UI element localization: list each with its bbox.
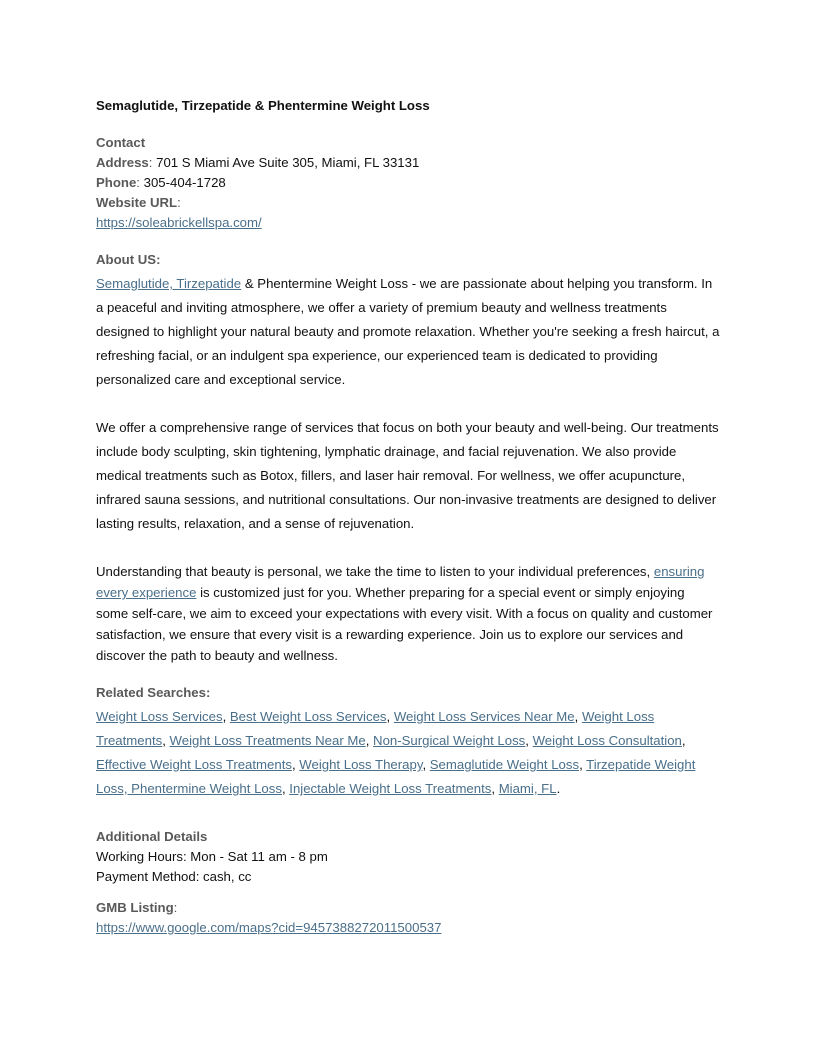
about-paragraph-1 (96, 272, 720, 392)
additional-heading: Additional Details (96, 829, 208, 844)
related-link[interactable]: Weight Loss Therapy (299, 757, 423, 772)
related-link[interactable]: Best Weight Loss Services (229, 709, 387, 724)
about-paragraph-3-start: Understanding that beauty is personal, we take the time to listen to your individual preferences, (96, 564, 654, 579)
gmb-link[interactable]: https://www.google.com/maps?cid=9457388272011500537 (96, 920, 442, 935)
related-link[interactable]: Weight Loss Treatments Near Me (169, 733, 366, 748)
related-link[interactable]: Injectable Weight Loss Treatments (289, 781, 492, 796)
related-link[interactable]: Weight Loss Treatments (96, 709, 655, 748)
gmb-label: GMB Listing (96, 900, 174, 915)
related-heading: Related Searches: (96, 685, 211, 700)
about-link-semaglutide[interactable]: Semaglutide, Tirzepatide (96, 276, 242, 291)
contact-section (96, 133, 720, 233)
related-link[interactable]: Weight Loss Services Near Me (393, 709, 575, 724)
phone-label: Phone (96, 175, 137, 190)
related-links: Weight Loss Services, Best Weight Loss Services, Weight Loss Services Near Me, Weight Loss Treatments, Weight Loss Treatments Near Me, Non-Surgical Weight Loss, Weight Loss Consultation, Effective Weight Loss Treatments, Weight Loss Therapy, Semaglutide Weight Loss, Tirzepatide Weight Loss, Phentermine Weight Loss, Injectable Weight Loss Treatments, Miami, FL. (96, 709, 696, 796)
website-line: Website URL: (96, 195, 181, 210)
payment-method: Payment Method: cash, cc (96, 869, 252, 884)
contact-heading: Contact (96, 135, 146, 150)
phone-line: Phone: 305-404-1728 (96, 175, 226, 190)
about-paragraph-2: We offer a comprehensive range of services that focus on both your beauty and well-being. Our treatments include body sculpting, skin tightening, lymphatic drainage, and facial rejuvenation. We also provide medical treatments such as Botox, fillers, and laser hair removal. For wellness, we offer acupuncture, infrared sauna sessions, and nutritional consultations. Our non-invasive treatments are designed to deliver lasting results, relaxation, and a sense of rejuvenation. (96, 420, 719, 531)
related-link[interactable]: Weight Loss Consultation (532, 733, 682, 748)
related-link[interactable]: Effective Weight Loss Treatments (96, 757, 292, 772)
page-title: Semaglutide, Tirzepatide & Phentermine Weight Loss (96, 98, 430, 113)
related-link[interactable]: Non-Surgical Weight Loss (373, 733, 526, 748)
related-link[interactable]: Tirzepatide Weight Loss, Phentermine Weight Loss (96, 757, 696, 796)
related-link[interactable]: Weight Loss Services (96, 709, 223, 724)
document-page (96, 96, 720, 938)
about-paragraph-1-text: & Phentermine Weight Loss - we are passionate about helping you transform. In a peaceful and inviting atmosphere, we offer a variety of premium beauty and wellness treatments designed to highlight your natural beauty and promote relaxation. Whether you're seeking a fresh haircut, a refreshing facial, or an indulgent spa experience, our experienced team is dedicated to providing personalized care and exceptional service. (96, 276, 720, 387)
phone-value: 305-404-1728 (143, 175, 226, 190)
website-link[interactable]: https://soleabrickellspa.com/ (96, 215, 262, 230)
address-value: 701 S Miami Ave Suite 305, Miami, FL 33131 (156, 155, 420, 170)
address-line: Address: 701 S Miami Ave Suite 305, Miami, FL 33131 (96, 155, 420, 170)
additional-section (96, 827, 720, 887)
about-link-experience[interactable]: ensuring every experience (96, 564, 705, 600)
about-heading: About US: (96, 252, 161, 267)
address-label: Address (96, 155, 149, 170)
about-paragraph-3-text: is customized just for you. Whether preparing for a special event or simply enjoying some self-care, we aim to exceed your expectations with every visit. With a focus on quality and customer satisfaction, we ensure that every visit is a rewarding experience. Join us to explore our services and discover the path to beauty and wellness. (96, 585, 713, 663)
about-paragraph-3 (96, 561, 720, 666)
website-label: Website URL (96, 195, 178, 210)
related-link[interactable]: Miami, FL (498, 781, 557, 796)
gmb-section: GMB Listing: https://www.google.com/maps?cid=9457388272011500537 (96, 900, 442, 935)
working-hours: Working Hours: Mon - Sat 11 am - 8 pm (96, 849, 328, 864)
related-link[interactable]: Semaglutide Weight Loss (429, 757, 580, 772)
